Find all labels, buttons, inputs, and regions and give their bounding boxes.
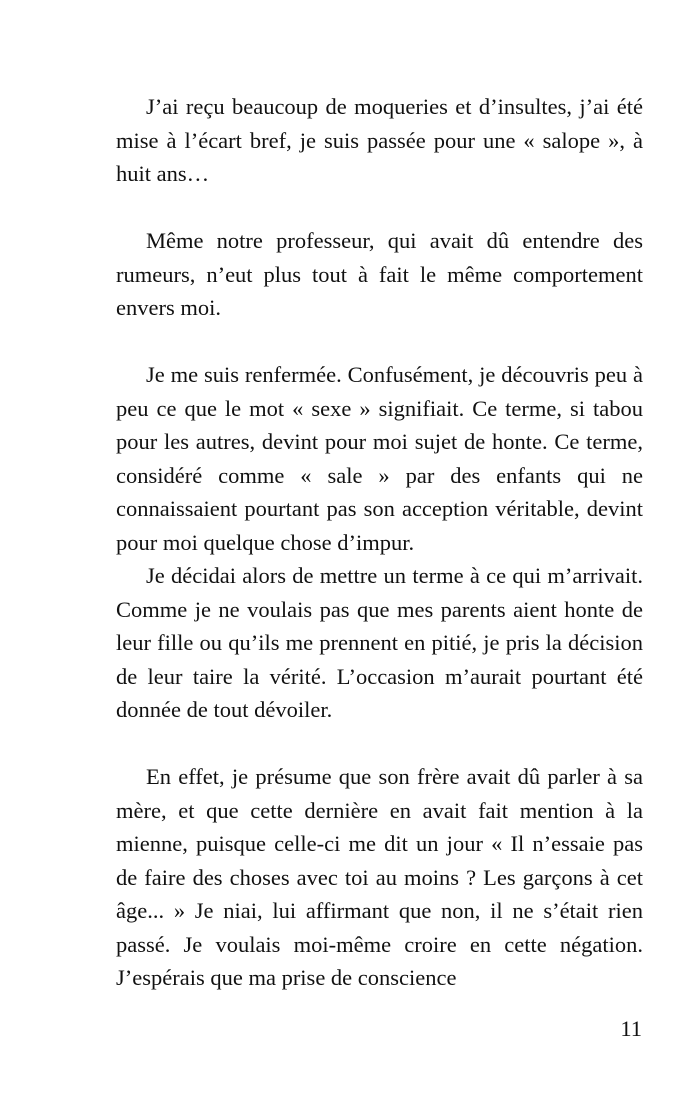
- paragraph-2: Même notre professeur, qui avait dû entendre des rumeurs, n’eut plus tout à fait le même comportement envers moi.: [116, 228, 643, 320]
- page-number: 11: [620, 1016, 642, 1041]
- page-body: [116, 90, 643, 995]
- paragraph-5: En effet, je présume que son frère avait dû parler à sa mère, et que cette dernière en avait fait mention à la mienne, puisque celle-ci me dit un jour « Il n’essaie pas de faire des choses avec toi au moins ? Les garçons à cet âge... » Je niai, lui affirmant que non, il ne s’était rien passé. Je voulais moi-même croire en cette négation. J’espérais que ma prise de conscience: [116, 764, 643, 990]
- paragraph-3: Je me suis renfermée. Confusément, je découvris peu à peu ce que le mot « sexe » signifiait. Ce terme, si tabou pour les autres, devint pour moi sujet de honte. Ce terme, considéré comme « sale » par des enfants qui ne connaissaient pourtant pas son acception véritable, devint pour moi quelque chose d’impur.: [116, 362, 643, 555]
- paragraph-1: J’ai reçu beaucoup de moqueries et d’insultes, j’ai été mise à l’écart bref, je suis passée pour une « salope », à huit ans…: [116, 94, 643, 186]
- paragraph-4: Je décidai alors de mettre un terme à ce qui m’arrivait. Comme je ne voulais pas que mes parents aient honte de leur fille ou qu’ils me prennent en pitié, je pris la décision de leur taire la vérité. L’occasion m’aurait pourtant été donnée de tout dévoiler.: [116, 563, 643, 722]
